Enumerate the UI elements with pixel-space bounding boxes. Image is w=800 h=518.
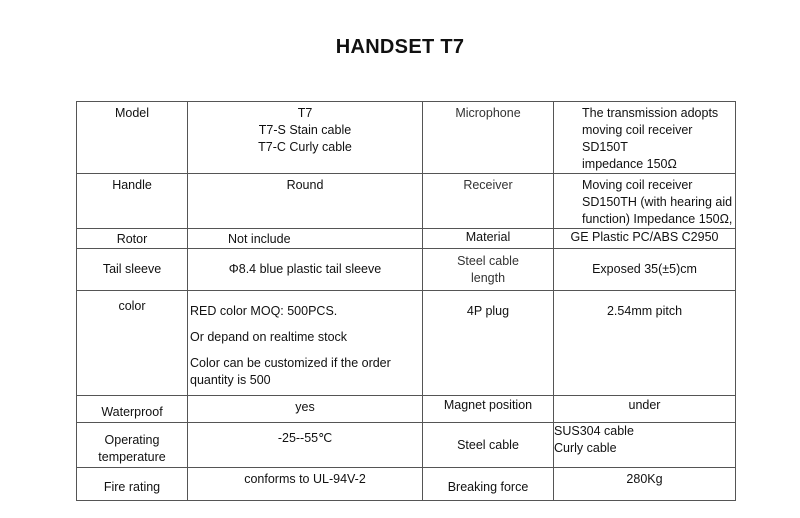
- label-line: length: [470, 270, 506, 285]
- label-steel-cable: Steel cable: [423, 423, 554, 468]
- color-line: Or depand on realtime stock: [190, 330, 348, 344]
- page-title: HANDSET T7: [335, 36, 465, 58]
- label-material: Material: [423, 229, 554, 249]
- label-breaking-force: Breaking force: [423, 468, 554, 501]
- value-model: [188, 102, 423, 174]
- value-color: [188, 291, 423, 396]
- receiver-line: function) Impedance 150Ω,: [582, 212, 733, 226]
- label-magnet-position: Magnet position: [423, 396, 554, 423]
- label-receiver: Receiver: [423, 174, 554, 229]
- table-row: [77, 396, 736, 423]
- microphone-line: impedance 150Ω: [582, 157, 677, 171]
- model-line: T7-S Stain cable: [258, 123, 352, 137]
- color-line: Color can be customized if the order: [190, 356, 391, 370]
- value-material: GE Plastic PC/ABS C2950: [554, 229, 736, 249]
- label-line: temperature: [98, 450, 166, 464]
- microphone-line: The transmission adopts: [582, 106, 719, 120]
- value-handle: Round: [188, 174, 423, 229]
- model-line: T7-C Curly cable: [258, 140, 352, 154]
- value-fire-rating: conforms to UL-94V-2: [188, 468, 423, 501]
- label-handle: Handle: [77, 174, 188, 229]
- label-line: Operating: [104, 433, 160, 447]
- label-tail-sleeve: Tail sleeve: [77, 249, 188, 291]
- label-waterproof: Waterproof: [77, 396, 188, 423]
- value-4p-plug: 2.54mm pitch: [554, 291, 736, 396]
- value-operating-temperature: -25--55℃: [188, 423, 423, 468]
- value-microphone: [554, 102, 736, 174]
- table-row: [77, 229, 736, 249]
- value-waterproof: yes: [188, 396, 423, 423]
- label-line: Steel cable: [457, 253, 519, 268]
- model-line: T7: [297, 106, 313, 120]
- value-tail-sleeve: Φ8.4 blue plastic tail sleeve: [188, 249, 423, 291]
- table-row: [77, 423, 736, 468]
- value-steel-cable-length: Exposed 35(±5)cm: [554, 249, 736, 291]
- label-4p-plug: 4P plug: [423, 291, 554, 396]
- label-model: Model: [77, 102, 188, 174]
- microphone-line: moving coil receiver SD150T: [582, 123, 693, 154]
- label-operating-temperature: [77, 423, 188, 468]
- value-steel-cable: [554, 423, 736, 468]
- table-row: [77, 174, 736, 229]
- table-row: [77, 468, 736, 501]
- value-magnet-position: under: [554, 396, 736, 423]
- color-line: RED color MOQ: 500PCS.: [190, 304, 338, 318]
- spec-table: [76, 101, 736, 501]
- label-color: color: [77, 291, 188, 396]
- value-rotor: Not include: [188, 229, 423, 249]
- label-steel-cable-length: [423, 249, 554, 291]
- color-line: quantity is 500: [190, 373, 271, 387]
- table-row: [77, 291, 736, 396]
- label-rotor: Rotor: [77, 229, 188, 249]
- label-microphone: Microphone: [423, 102, 554, 174]
- table-row: [77, 102, 736, 174]
- steel-cable-line: Curly cable: [554, 441, 617, 455]
- receiver-line: Moving coil receiver: [582, 178, 693, 192]
- table-row: [77, 249, 736, 291]
- value-receiver: [554, 174, 736, 229]
- value-breaking-force: 280Kg: [554, 468, 736, 501]
- label-fire-rating: Fire rating: [77, 468, 188, 501]
- receiver-line: SD150TH (with hearing aid: [582, 195, 733, 209]
- steel-cable-line: SUS304 cable: [554, 424, 634, 438]
